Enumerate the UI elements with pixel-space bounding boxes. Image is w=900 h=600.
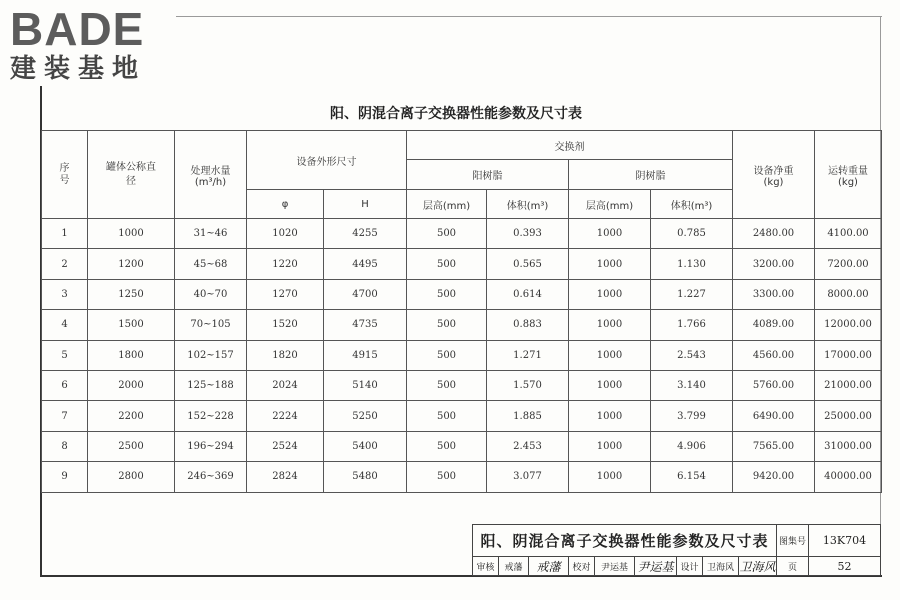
header-cation-volume: 体积(m³) bbox=[487, 190, 569, 219]
cell-no: 4 bbox=[42, 310, 88, 340]
title-block-title: 阳、阴混合离子交换器性能参数及尺寸表 bbox=[473, 525, 777, 557]
table-row bbox=[42, 279, 882, 309]
cell-h: 4735 bbox=[324, 310, 407, 340]
checker-name: 尹运基 bbox=[595, 557, 635, 576]
header-no bbox=[42, 131, 88, 219]
logo-subtext: 建装基地 bbox=[10, 54, 147, 84]
header-h: H bbox=[324, 190, 407, 219]
drawing-frame-top bbox=[172, 16, 882, 17]
cell-phi: 1820 bbox=[247, 340, 324, 370]
cell-anion-volume: 1.130 bbox=[651, 249, 733, 279]
cell-no: 1 bbox=[42, 219, 88, 249]
cell-flow: 70~105 bbox=[175, 310, 247, 340]
atlas-number: 13K704 bbox=[809, 525, 881, 557]
cell-no: 5 bbox=[42, 340, 88, 370]
cell-diameter: 2800 bbox=[88, 462, 175, 492]
cell-diameter: 2200 bbox=[88, 401, 175, 431]
cell-anion-volume: 1.766 bbox=[651, 310, 733, 340]
cell-diameter: 2000 bbox=[88, 370, 175, 400]
cell-anion-layer: 1000 bbox=[569, 219, 651, 249]
cell-op-weight: 40000.00 bbox=[815, 462, 882, 492]
cell-anion-volume: 1.227 bbox=[651, 279, 733, 309]
cell-phi: 2824 bbox=[247, 462, 324, 492]
cell-no: 3 bbox=[42, 279, 88, 309]
cell-op-weight: 8000.00 bbox=[815, 279, 882, 309]
designer-name: 卫海风 bbox=[703, 557, 739, 576]
cell-no: 2 bbox=[42, 249, 88, 279]
header-diameter-label: 罐体公称直径 bbox=[106, 161, 156, 187]
cell-anion-volume: 4.906 bbox=[651, 431, 733, 461]
cell-op-weight: 4100.00 bbox=[815, 219, 882, 249]
cell-anion-layer: 1000 bbox=[569, 462, 651, 492]
cell-phi: 2524 bbox=[247, 431, 324, 461]
cell-flow: 40~70 bbox=[175, 279, 247, 309]
cell-op-weight: 21000.00 bbox=[815, 370, 882, 400]
cell-diameter: 1500 bbox=[88, 310, 175, 340]
header-op-weight-unit: (kg) bbox=[838, 176, 858, 188]
cell-diameter: 1200 bbox=[88, 249, 175, 279]
cell-anion-volume: 6.154 bbox=[651, 462, 733, 492]
cell-cation-volume: 0.614 bbox=[487, 279, 569, 309]
cell-h: 4915 bbox=[324, 340, 407, 370]
cell-cation-layer: 500 bbox=[407, 340, 487, 370]
cell-anion-layer: 1000 bbox=[569, 249, 651, 279]
page-label: 页 bbox=[777, 557, 809, 576]
design-label: 设计 bbox=[677, 557, 703, 576]
header-anion-layer: 层高(mm) bbox=[569, 190, 651, 219]
cell-no: 7 bbox=[42, 401, 88, 431]
cell-h: 4495 bbox=[324, 249, 407, 279]
cell-h: 5480 bbox=[324, 462, 407, 492]
cell-net-weight: 3200.00 bbox=[733, 249, 815, 279]
cell-anion-volume: 3.799 bbox=[651, 401, 733, 431]
header-no-label: 序号 bbox=[59, 162, 70, 186]
cell-cation-volume: 1.885 bbox=[487, 401, 569, 431]
header-exchange: 交换剂 bbox=[407, 131, 733, 160]
check-label: 校对 bbox=[569, 557, 595, 576]
cell-anion-layer: 1000 bbox=[569, 431, 651, 461]
table-row bbox=[42, 219, 882, 249]
cell-cation-volume: 1.570 bbox=[487, 370, 569, 400]
cell-flow: 196~294 bbox=[175, 431, 247, 461]
header-anion-volume: 体积(m³) bbox=[651, 190, 733, 219]
cell-diameter: 1250 bbox=[88, 279, 175, 309]
cell-op-weight: 7200.00 bbox=[815, 249, 882, 279]
header-net-weight bbox=[733, 131, 815, 219]
header-flow bbox=[175, 131, 247, 219]
header-cation-layer: 层高(mm) bbox=[407, 190, 487, 219]
table-row bbox=[42, 340, 882, 370]
cell-phi: 2024 bbox=[247, 370, 324, 400]
table-row bbox=[42, 401, 882, 431]
cell-phi: 2224 bbox=[247, 401, 324, 431]
header-flow-label: 处理水量 bbox=[190, 165, 231, 177]
cell-h: 4700 bbox=[324, 279, 407, 309]
cell-op-weight: 25000.00 bbox=[815, 401, 882, 431]
reviewer-signature: 戒藩 bbox=[529, 557, 569, 576]
cell-no: 9 bbox=[42, 462, 88, 492]
atlas-label: 图集号 bbox=[777, 525, 809, 557]
cell-h: 5250 bbox=[324, 401, 407, 431]
header-dims: 设备外形尺寸 bbox=[247, 131, 407, 190]
cell-h: 4255 bbox=[324, 219, 407, 249]
reviewer-name: 戒藩 bbox=[499, 557, 529, 576]
cell-anion-layer: 1000 bbox=[569, 401, 651, 431]
header-cation: 阳树脂 bbox=[407, 160, 569, 190]
cell-cation-volume: 1.271 bbox=[487, 340, 569, 370]
header-op-weight-label: 运转重量 bbox=[828, 165, 868, 177]
page-number: 52 bbox=[809, 557, 881, 576]
logo-text: BADE bbox=[10, 3, 145, 55]
table-row bbox=[42, 370, 882, 400]
cell-phi: 1020 bbox=[247, 219, 324, 249]
spec-table-body bbox=[42, 219, 882, 493]
checker-signature: 尹运基 bbox=[635, 557, 677, 576]
watermark-logo bbox=[6, 4, 176, 86]
cell-net-weight: 6490.00 bbox=[733, 401, 815, 431]
cell-cation-layer: 500 bbox=[407, 401, 487, 431]
cell-anion-layer: 1000 bbox=[569, 279, 651, 309]
cell-flow: 102~157 bbox=[175, 340, 247, 370]
page-title: 阳、阴混合离子交换器性能参数及尺寸表 bbox=[330, 106, 582, 122]
cell-anion-volume: 0.785 bbox=[651, 219, 733, 249]
cell-cation-volume: 0.393 bbox=[487, 219, 569, 249]
cell-anion-volume: 2.543 bbox=[651, 340, 733, 370]
cell-op-weight: 12000.00 bbox=[815, 310, 882, 340]
cell-phi: 1520 bbox=[247, 310, 324, 340]
cell-flow: 31~46 bbox=[175, 219, 247, 249]
cell-op-weight: 31000.00 bbox=[815, 431, 882, 461]
header-phi: φ bbox=[247, 190, 324, 219]
cell-net-weight: 2480.00 bbox=[733, 219, 815, 249]
cell-anion-layer: 1000 bbox=[569, 340, 651, 370]
cell-phi: 1220 bbox=[247, 249, 324, 279]
cell-net-weight: 5760.00 bbox=[733, 370, 815, 400]
cell-cation-volume: 2.453 bbox=[487, 431, 569, 461]
cell-anion-volume: 3.140 bbox=[651, 370, 733, 400]
cell-anion-layer: 1000 bbox=[569, 310, 651, 340]
cell-cation-layer: 500 bbox=[407, 219, 487, 249]
cell-cation-layer: 500 bbox=[407, 431, 487, 461]
header-anion: 阴树脂 bbox=[569, 160, 733, 190]
cell-op-weight: 17000.00 bbox=[815, 340, 882, 370]
cell-flow: 152~228 bbox=[175, 401, 247, 431]
cell-net-weight: 4089.00 bbox=[733, 310, 815, 340]
cell-net-weight: 7565.00 bbox=[733, 431, 815, 461]
cell-cation-layer: 500 bbox=[407, 462, 487, 492]
cell-cation-layer: 500 bbox=[407, 249, 487, 279]
cell-net-weight: 9420.00 bbox=[733, 462, 815, 492]
cell-net-weight: 4560.00 bbox=[733, 340, 815, 370]
table-row bbox=[42, 310, 882, 340]
designer-signature: 卫海风 bbox=[739, 557, 777, 576]
cell-cation-layer: 500 bbox=[407, 370, 487, 400]
cell-phi: 1270 bbox=[247, 279, 324, 309]
cell-diameter: 1000 bbox=[88, 219, 175, 249]
cell-h: 5400 bbox=[324, 431, 407, 461]
cell-h: 5140 bbox=[324, 370, 407, 400]
cell-cation-layer: 500 bbox=[407, 310, 487, 340]
cell-net-weight: 3300.00 bbox=[733, 279, 815, 309]
cell-no: 6 bbox=[42, 370, 88, 400]
table-row bbox=[42, 462, 882, 492]
header-net-weight-unit: (kg) bbox=[763, 176, 784, 188]
cell-no: 8 bbox=[42, 431, 88, 461]
cell-flow: 246~369 bbox=[175, 462, 247, 492]
cell-cation-volume: 0.883 bbox=[487, 310, 569, 340]
table-row bbox=[42, 431, 882, 461]
cell-cation-volume: 3.077 bbox=[487, 462, 569, 492]
header-diameter bbox=[88, 131, 175, 219]
header-op-weight bbox=[815, 131, 882, 219]
cell-diameter: 1800 bbox=[88, 340, 175, 370]
cell-flow: 45~68 bbox=[175, 249, 247, 279]
cell-diameter: 2500 bbox=[88, 431, 175, 461]
spec-table bbox=[41, 130, 882, 493]
title-block bbox=[472, 524, 881, 576]
cell-cation-volume: 0.565 bbox=[487, 249, 569, 279]
header-flow-unit: (m³/h) bbox=[194, 176, 227, 188]
cell-anion-layer: 1000 bbox=[569, 370, 651, 400]
cell-cation-layer: 500 bbox=[407, 279, 487, 309]
header-net-weight-label: 设备净重 bbox=[753, 165, 794, 177]
review-label: 审核 bbox=[473, 557, 499, 576]
cell-flow: 125~188 bbox=[175, 370, 247, 400]
table-row bbox=[42, 249, 882, 279]
